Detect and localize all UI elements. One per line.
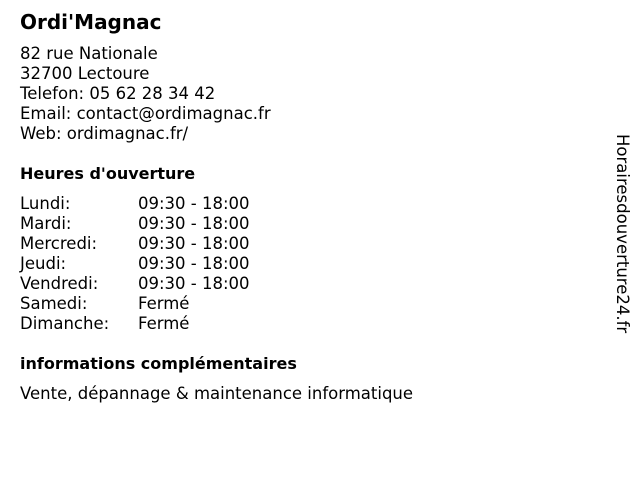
business-name: Ordi'Magnac: [20, 10, 162, 34]
hours-time-value: 09:30 - 18:00: [138, 214, 250, 233]
hours-day-label: Mardi:: [20, 214, 72, 233]
hours-day-label: Lundi:: [20, 194, 71, 213]
address-city: 32700 Lectoure: [20, 64, 150, 83]
opening-hours-heading: Heures d'ouverture: [20, 164, 196, 183]
site-watermark-text: Horairesdouverture24.fr: [613, 134, 632, 334]
hours-time-value: 09:30 - 18:00: [138, 194, 250, 213]
hours-time-value: Fermé: [138, 294, 190, 313]
phone-number: Telefon: 05 62 28 34 42: [20, 84, 216, 103]
hours-day-label: Dimanche:: [20, 314, 110, 333]
additional-info-heading: informations complémentaires: [20, 354, 297, 373]
hours-day-label: Vendredi:: [20, 274, 99, 293]
hours-day-label: Samedi:: [20, 294, 88, 313]
hours-day-label: Mercredi:: [20, 234, 98, 253]
additional-info-text: Vente, dépannage & maintenance informatique: [20, 384, 414, 403]
address-street: 82 rue Nationale: [20, 44, 158, 63]
contact-block: [20, 44, 271, 144]
hours-time-value: Fermé: [138, 314, 190, 333]
hours-time-value: 09:30 - 18:00: [138, 274, 250, 293]
hours-day-label: Jeudi:: [20, 254, 67, 273]
hours-time-value: 09:30 - 18:00: [138, 254, 250, 273]
website-address: Web: ordimagnac.fr/: [20, 124, 189, 143]
site-watermark: [612, 134, 632, 344]
email-address: Email: contact@ordimagnac.fr: [20, 104, 271, 123]
hours-time-value: 09:30 - 18:00: [138, 234, 250, 253]
